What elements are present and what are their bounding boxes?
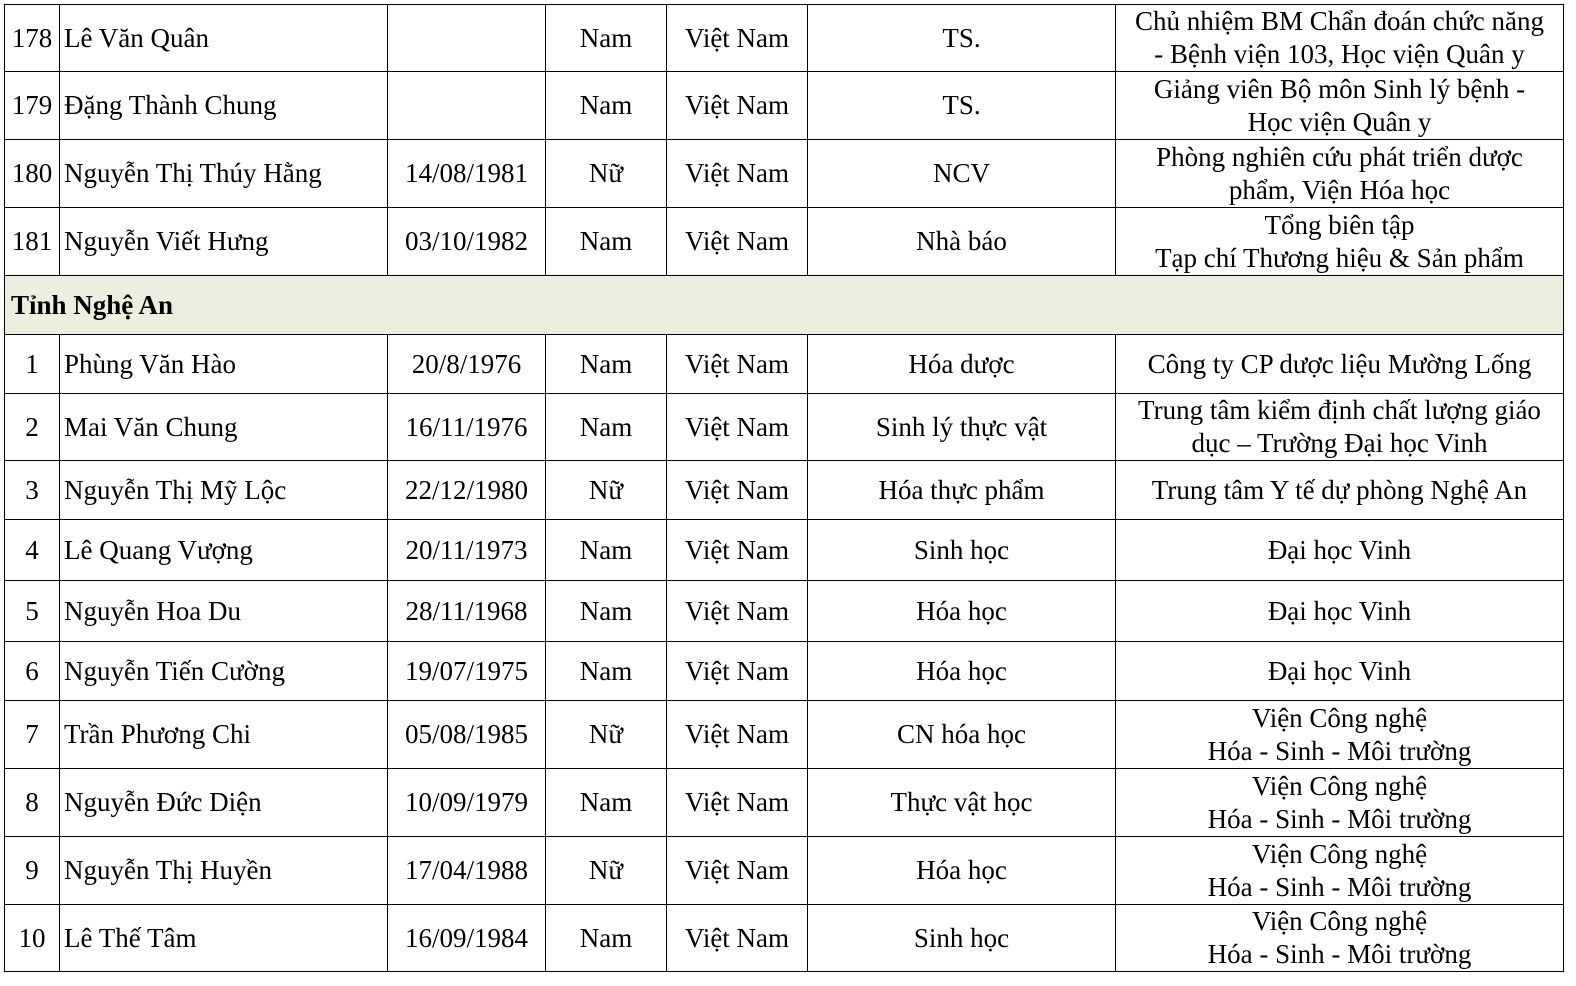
cell-stt: 5: [5, 581, 60, 642]
cell-nationality: Việt Nam: [667, 335, 808, 394]
cell-degree: Hóa thực phẩm: [808, 461, 1116, 520]
cell-stt: 3: [5, 461, 60, 520]
cell-sex: Nữ: [546, 461, 667, 520]
cell-nationality: Việt Nam: [667, 520, 808, 581]
cell-stt: 9: [5, 837, 60, 905]
org-line: Viện Công nghệ: [1251, 770, 1428, 801]
table-row: [5, 208, 1564, 276]
cell-degree: Thực vật học: [808, 769, 1116, 837]
cell-name: Lê Thế Tâm: [60, 905, 388, 972]
org-line: Học viện Quân y: [1247, 106, 1432, 137]
cell-nationality: Việt Nam: [667, 5, 808, 72]
cell-organization: [1116, 335, 1564, 394]
cell-sex: Nữ: [546, 837, 667, 905]
cell-nationality: Việt Nam: [667, 394, 808, 461]
cell-name: Nguyễn Thị Mỹ Lộc: [60, 461, 388, 520]
section-title: Tỉnh Nghệ An: [5, 276, 1564, 335]
cell-stt: 181: [5, 208, 60, 276]
cell-sex: Nữ: [546, 701, 667, 769]
cell-sex: Nam: [546, 642, 667, 701]
cell-dob: 22/12/1980: [388, 461, 546, 520]
cell-dob: [388, 5, 546, 72]
cell-name: Lê Văn Quân: [60, 5, 388, 72]
cell-stt: 2: [5, 394, 60, 461]
org-line: Đại học Vinh: [1267, 595, 1412, 626]
cell-stt: 6: [5, 642, 60, 701]
cell-organization: [1116, 905, 1564, 972]
cell-name: Nguyễn Thị Thúy Hằng: [60, 140, 388, 208]
cell-organization: [1116, 72, 1564, 140]
cell-stt: 180: [5, 140, 60, 208]
org-line: phẩm, Viện Hóa học: [1228, 174, 1451, 205]
cell-nationality: Việt Nam: [667, 642, 808, 701]
cell-nationality: Việt Nam: [667, 208, 808, 276]
org-line: - Bệnh viện 103, Học viện Quân y: [1154, 39, 1525, 69]
roster-body: [5, 5, 1564, 972]
cell-nationality: Việt Nam: [667, 140, 808, 208]
cell-stt: 8: [5, 769, 60, 837]
cell-name: Nguyễn Viết Hưng: [60, 208, 388, 276]
cell-sex: Nam: [546, 581, 667, 642]
cell-degree: TS.: [808, 72, 1116, 140]
cell-degree: Sinh học: [808, 905, 1116, 972]
cell-nationality: Việt Nam: [667, 72, 808, 140]
cell-name: Lê Quang Vượng: [60, 520, 388, 581]
cell-degree: Hóa học: [808, 642, 1116, 701]
cell-organization: [1116, 140, 1564, 208]
org-line: Phòng nghiên cứu phát triển dược: [1156, 141, 1523, 172]
cell-stt: 179: [5, 72, 60, 140]
org-line: Viện Công nghệ: [1251, 702, 1428, 733]
org-line: Trung tâm Y tế dự phòng Nghệ An: [1151, 474, 1528, 505]
cell-nationality: Việt Nam: [667, 905, 808, 972]
org-line: Tạp chí Thương hiệu & Sản phẩm: [1155, 242, 1524, 273]
cell-organization: [1116, 461, 1564, 520]
cell-organization: [1116, 520, 1564, 581]
cell-nationality: Việt Nam: [667, 769, 808, 837]
cell-name: Đặng Thành Chung: [60, 72, 388, 140]
cell-nationality: Việt Nam: [667, 837, 808, 905]
cell-sex: Nam: [546, 769, 667, 837]
cell-dob: 05/08/1985: [388, 701, 546, 769]
org-line: Tổng biên tập: [1264, 209, 1415, 240]
cell-dob: 20/8/1976: [388, 335, 546, 394]
org-line: Hóa - Sinh - Môi trường: [1207, 735, 1472, 766]
table-row: [5, 5, 1564, 72]
table-row: [5, 642, 1564, 701]
org-line: Chủ nhiệm BM Chẩn đoán chức năng: [1134, 6, 1545, 36]
table-row: [5, 520, 1564, 581]
table-row: [5, 837, 1564, 905]
cell-degree: TS.: [808, 5, 1116, 72]
cell-nationality: Việt Nam: [667, 461, 808, 520]
table-row: [5, 769, 1564, 837]
cell-degree: Nhà báo: [808, 208, 1116, 276]
cell-sex: Nam: [546, 394, 667, 461]
org-line: Viện Công nghệ: [1251, 906, 1428, 936]
cell-name: Nguyễn Thị Huyền: [60, 837, 388, 905]
cell-nationality: Việt Nam: [667, 581, 808, 642]
cell-sex: Nam: [546, 208, 667, 276]
cell-dob: 19/07/1975: [388, 642, 546, 701]
member-roster-table: [4, 4, 1564, 972]
cell-sex: Nam: [546, 335, 667, 394]
cell-dob: 10/09/1979: [388, 769, 546, 837]
org-line: Hóa - Sinh - Môi trường: [1207, 803, 1472, 834]
cell-stt: 178: [5, 5, 60, 72]
cell-degree: Sinh học: [808, 520, 1116, 581]
cell-dob: 14/08/1981: [388, 140, 546, 208]
org-line: dục – Trường Đại học Vinh: [1191, 428, 1488, 458]
cell-dob: 03/10/1982: [388, 208, 546, 276]
cell-stt: 4: [5, 520, 60, 581]
table-row: [5, 581, 1564, 642]
cell-sex: Nam: [546, 905, 667, 972]
cell-organization: [1116, 5, 1564, 72]
cell-degree: Sinh lý thực vật: [808, 394, 1116, 461]
cell-stt: 7: [5, 701, 60, 769]
cell-stt: 1: [5, 335, 60, 394]
cell-organization: [1116, 701, 1564, 769]
cell-organization: [1116, 642, 1564, 701]
cell-name: Nguyễn Tiến Cường: [60, 642, 388, 701]
table-row: [5, 905, 1564, 972]
org-line: Hóa - Sinh - Môi trường: [1207, 939, 1472, 969]
cell-name: Phùng Văn Hào: [60, 335, 388, 394]
cell-degree: Hóa học: [808, 581, 1116, 642]
cell-degree: CN hóa học: [808, 701, 1116, 769]
cell-organization: [1116, 394, 1564, 461]
cell-sex: Nam: [546, 520, 667, 581]
table-row: [5, 461, 1564, 520]
cell-organization: [1116, 837, 1564, 905]
cell-sex: Nam: [546, 72, 667, 140]
cell-organization: [1116, 769, 1564, 837]
cell-degree: Hóa học: [808, 837, 1116, 905]
cell-dob: 28/11/1968: [388, 581, 546, 642]
table-row: [5, 140, 1564, 208]
cell-sex: Nam: [546, 5, 667, 72]
org-line: Công ty CP dược liệu Mường Lống: [1147, 348, 1532, 379]
cell-dob: 16/09/1984: [388, 905, 546, 972]
cell-name: Nguyễn Hoa Du: [60, 581, 388, 642]
org-line: Viện Công nghệ: [1251, 838, 1428, 869]
org-line: Đại học Vinh: [1267, 655, 1412, 686]
cell-stt: 10: [5, 905, 60, 972]
org-line: Trung tâm kiểm định chất lượng giáo: [1138, 395, 1541, 425]
cell-dob: 16/11/1976: [388, 394, 546, 461]
cell-degree: Hóa dược: [808, 335, 1116, 394]
table-row: [5, 701, 1564, 769]
table-row: [5, 394, 1564, 461]
cell-sex: Nữ: [546, 140, 667, 208]
cell-degree: NCV: [808, 140, 1116, 208]
table-row: [5, 72, 1564, 140]
cell-organization: [1116, 581, 1564, 642]
org-line: Giảng viên Bộ môn Sinh lý bệnh -: [1153, 73, 1526, 104]
cell-name: Nguyễn Đức Diện: [60, 769, 388, 837]
org-line: Hóa - Sinh - Môi trường: [1207, 871, 1472, 902]
section-header-row: [5, 276, 1564, 335]
cell-name: Mai Văn Chung: [60, 394, 388, 461]
cell-nationality: Việt Nam: [667, 701, 808, 769]
cell-organization: [1116, 208, 1564, 276]
cell-dob: [388, 72, 546, 140]
cell-dob: 17/04/1988: [388, 837, 546, 905]
cell-dob: 20/11/1973: [388, 520, 546, 581]
cell-name: Trần Phương Chi: [60, 701, 388, 769]
table-row: [5, 335, 1564, 394]
org-line: Đại học Vinh: [1267, 534, 1412, 565]
